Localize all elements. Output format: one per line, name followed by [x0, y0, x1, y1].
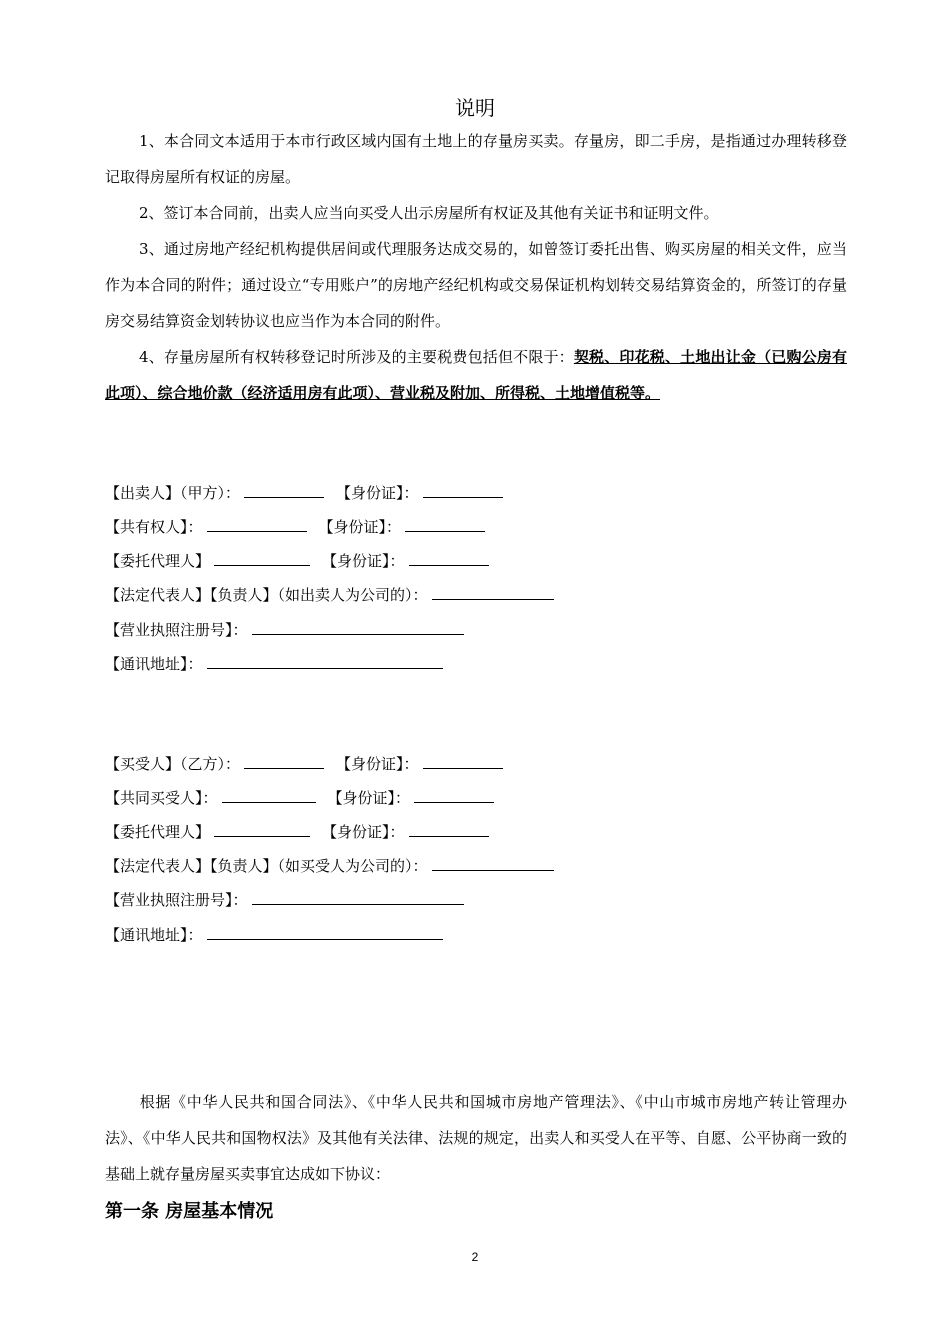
seller-legal-field[interactable] — [432, 583, 554, 600]
cobuyer-row: 【共同买受人】： 【身份证】： — [105, 786, 494, 810]
buyer-name-field[interactable] — [244, 752, 324, 769]
coowner-id-field[interactable] — [405, 515, 485, 532]
buyer-row: 【买受人】（乙方）： 【身份证】： — [105, 752, 503, 776]
seller-address-row: 【通讯地址】： — [105, 652, 443, 676]
seller-agent-id-field[interactable] — [409, 549, 489, 566]
buyer-license-field[interactable] — [252, 888, 464, 905]
seller-name-field[interactable] — [244, 481, 324, 498]
seller-legal-row: 【法定代表人】【负责人】（如出卖人为公司的）： — [105, 583, 554, 607]
article-1-heading: 第一条 房屋基本情况 — [105, 1201, 274, 1222]
buyer-license-row: 【营业执照注册号】： — [105, 888, 464, 912]
seller-id-field[interactable] — [423, 481, 503, 498]
seller-agent-field[interactable] — [214, 549, 310, 566]
page-title: 说明 — [455, 96, 495, 120]
buyer-legal-field[interactable] — [432, 854, 554, 871]
coowner-row: 【共有权人】： 【身份证】： — [105, 515, 485, 539]
cobuyer-name-field[interactable] — [222, 786, 316, 803]
buyer-agent-field[interactable] — [214, 820, 310, 837]
seller-license-row: 【营业执照注册号】： — [105, 618, 464, 642]
note-4: 4、存量房屋所有权转移登记时所涉及的主要税费包括但不限于：契税、印花税、土地出让金（已购公房有此项）、综合地价款（经济适用房有此项）、营业税及附加、所得税、土地增值税等。 — [105, 348, 847, 402]
seller-license-field[interactable] — [252, 618, 464, 635]
buyer-address-field[interactable] — [207, 923, 443, 940]
note-2: 2、签订本合同前，出卖人应当向买受人出示房屋所有权证及其他有关证书和证明文件。 — [139, 204, 719, 222]
tax-list-emphasis: 契税、印花税、土地出让金（已购公房有此项）、综合地价款（经济适用房有此项）、营业税及附加、所得税、土地增值税等。 — [105, 348, 847, 402]
page-number: 2 — [471, 1250, 479, 1264]
buyer-legal-row: 【法定代表人】【负责人】（如买受人为公司的）： — [105, 854, 554, 878]
note-3: 3、通过房地产经纪机构提供居间或代理服务达成交易的，如曾签订委托出售、购买房屋的相关文件，应当作为本合同的附件；通过设立“专用账户”的房地产经纪机构或交易保证机构划转交易结算资金的，所签订的存量房交易结算资金划转协议也应当作为本合同的附件。 — [105, 240, 847, 330]
buyer-agent-row: 【委托代理人】 【身份证】： — [105, 820, 489, 844]
note-1: 1、本合同文本适用于本市行政区域内国有土地上的存量房买卖。存量房，即二手房，是指通过办理转移登记取得房屋所有权证的房屋。 — [105, 132, 847, 186]
buyer-address-row: 【通讯地址】： — [105, 923, 443, 947]
buyer-id-field[interactable] — [423, 752, 503, 769]
coowner-name-field[interactable] — [207, 515, 307, 532]
preamble: 根据《中华人民共和国合同法》、《中华人民共和国城市房地产管理法》、《中山市城市房地产转让管理办法》、《中华人民共和国物权法》及其他有关法律、法规的规定，出卖人和买受人在平等、自愿、公平协商一致的基础上就存量房屋买卖事宜达成如下协议： — [105, 1093, 847, 1183]
seller-address-field[interactable] — [207, 652, 443, 669]
cobuyer-id-field[interactable] — [414, 786, 494, 803]
seller-agent-row: 【委托代理人】 【身份证】： — [105, 549, 489, 573]
seller-row: 【出卖人】（甲方）： 【身份证】： — [105, 481, 503, 505]
buyer-agent-id-field[interactable] — [409, 820, 489, 837]
